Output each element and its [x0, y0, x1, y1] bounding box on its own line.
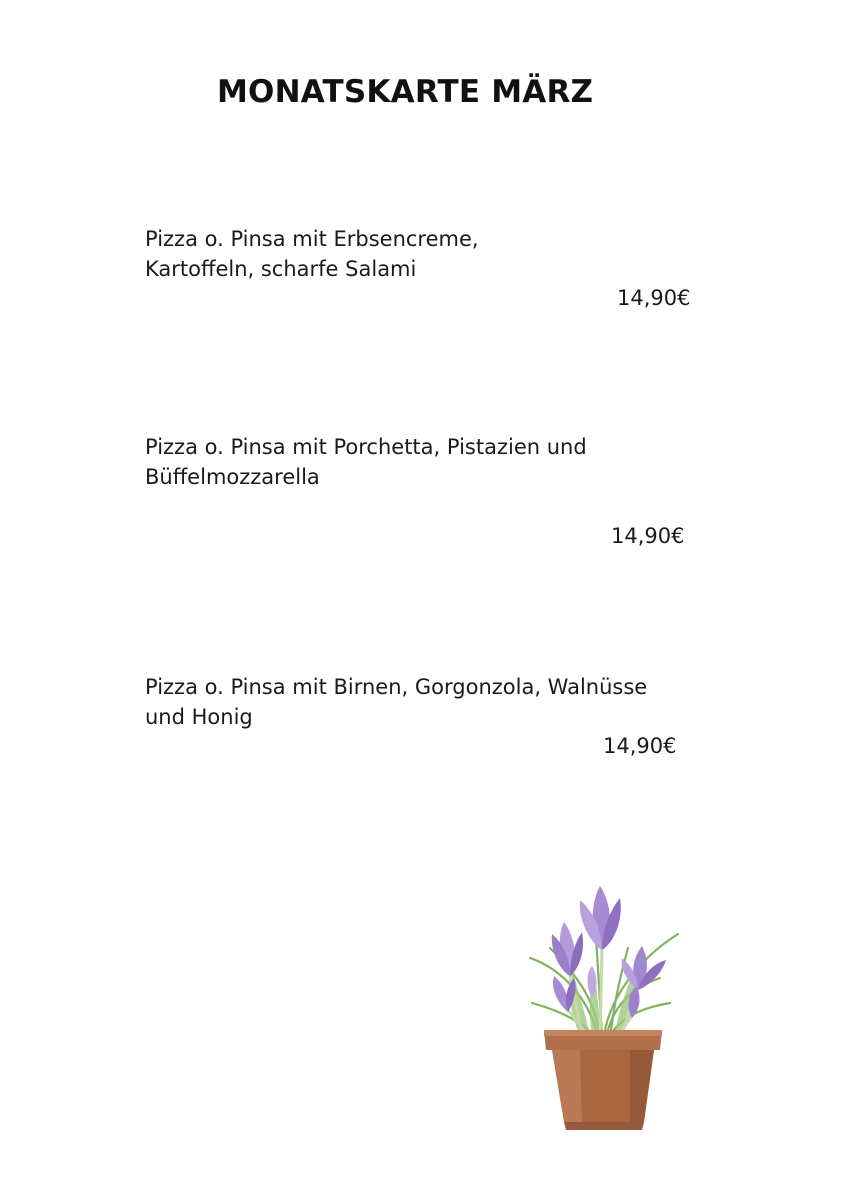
crocus-flower-pot-illustration — [520, 878, 690, 1140]
menu-item-line: Pizza o. Pinsa mit Birnen, Gorgonzola, Walnüsse — [145, 675, 648, 699]
menu-item-line: und Honig — [145, 705, 253, 729]
menu-item-line: Kartoffeln, scharfe Salami — [145, 257, 417, 281]
menu-item-line: Büffelmozzarella — [145, 465, 320, 489]
menu-item-price: 14,90€ — [603, 734, 677, 758]
menu-item-price: 14,90€ — [611, 524, 685, 548]
menu-item-line: Pizza o. Pinsa mit Erbsencreme, — [145, 227, 479, 251]
menu-item-price: 14,90€ — [617, 286, 691, 310]
page-title: MONATSKARTE MÄRZ — [217, 74, 594, 110]
menu-item-description — [145, 672, 647, 732]
menu-item-description — [145, 224, 479, 284]
menu-item-description — [145, 432, 587, 492]
menu-item-line: Pizza o. Pinsa mit Porchetta, Pistazien und — [145, 435, 587, 459]
